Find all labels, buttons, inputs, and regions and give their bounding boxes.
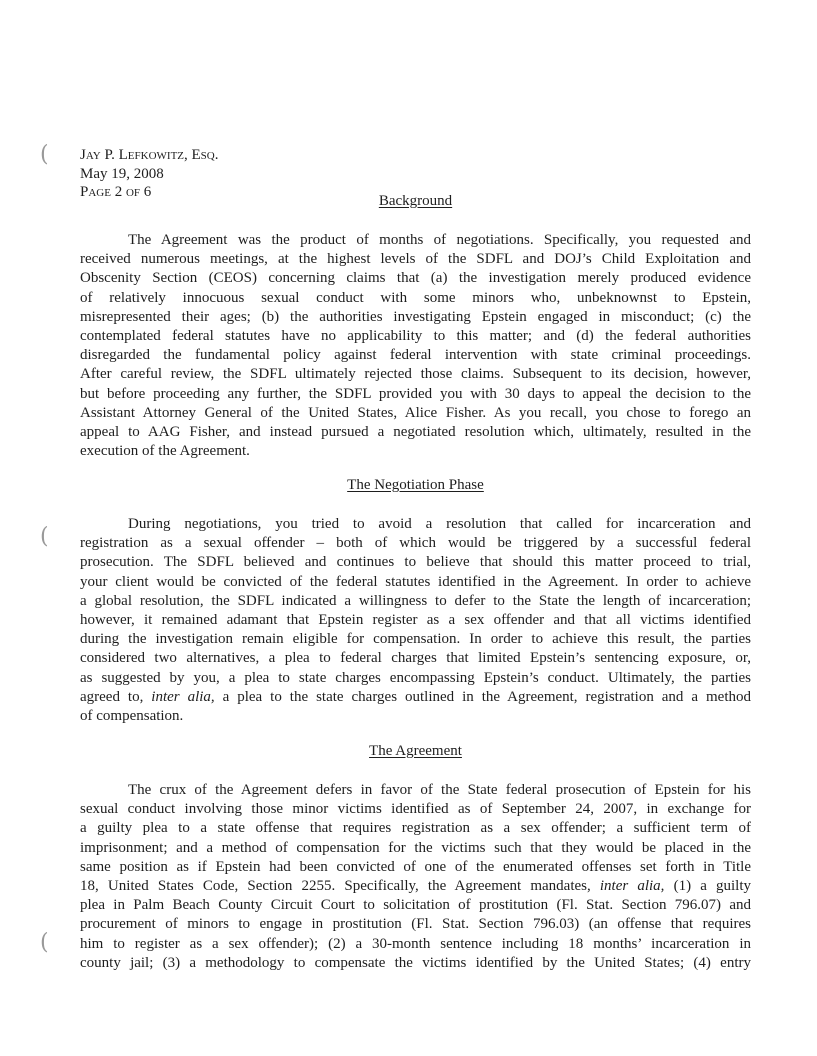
text-line: imprisonment; and a method of compensation for the victims such that they would be placed in the (80, 839, 751, 856)
scan-artifact: ( (40, 142, 49, 167)
text-line: however, it remained adamant that Epstein register as a sex offender and that all victims identified (80, 611, 751, 628)
text-line: appeal to AAG Fisher, and instead pursued a negotiated resolution which, ultimately, resulted in the (80, 423, 751, 440)
text-line: received numerous meetings, at the highest levels of the SDFL and DOJ’s Child Exploitation and (80, 251, 751, 268)
paragraph (80, 231, 751, 461)
paragraph (80, 515, 751, 726)
text-line: a guilty plea to a state offense that requires registration as a sex offender; a sufficient term of (80, 820, 751, 837)
recipient-name: Jay P. Lefkowitz, Esq. (80, 147, 219, 163)
scan-artifact: ( (40, 930, 49, 955)
text-line: execution of the Agreement. (80, 443, 250, 460)
text-line: county jail; (3) a methodology to compensate the victims identified by the United States; (4) entry (80, 954, 751, 971)
text-line: misrepresented their ages; (b) the authorities investigating Epstein engaged in misconduct; (c) the (80, 308, 751, 325)
letter-date: May 19, 2008 (80, 165, 164, 182)
text-line: of relatively innocuous sexual conduct with some minors who, unbeknownst to Epstein, (80, 289, 751, 306)
text-line: registration as a sexual offender – both of which would be triggered by a successful federal (80, 535, 751, 552)
text-line: plea in Palm Beach County Circuit Court to solicitation of prostitution (Fl. Stat. Section 796.07) and (80, 897, 751, 914)
section-agreement (80, 743, 751, 973)
text-line: The crux of the Agreement defers in favor of the State federal prosecution of Epstein for his (128, 782, 751, 798)
text-line: as suggested by you, a plea to state charges encompassing Epstein’s conduct. Ultimately, the parties (80, 669, 751, 686)
paragraph (80, 781, 751, 973)
text-line: same position as if Epstein had been convicted of one of the enumerated offenses set forth in Title (80, 858, 751, 875)
text-line: After careful review, the SDFL ultimately rejected those claims. Subsequent to its decision, however, (80, 366, 751, 383)
italic-phrase: inter alia, (599, 877, 665, 894)
text-line: of compensation. (80, 707, 184, 724)
text-line (80, 688, 751, 707)
text-line: him to register as a sex offender); (2) a 30-month sentence including 18 months’ incarceration in (80, 935, 751, 952)
text-segment: (1) a guilty (664, 877, 751, 894)
text-line: during the investigation remain eligible for compensation. In order to achieve this result, the parties (80, 631, 751, 648)
text-segment: agreed to, (80, 688, 152, 705)
text-line: During negotiations, you tried to avoid a resolution that called for incarceration and (128, 516, 751, 532)
section-heading: Background (378, 193, 453, 209)
text-line: considered two alternatives, a plea to federal charges that limited Epstein’s sentencing exposure, or, (80, 650, 751, 667)
text-line: a global resolution, the SDFL indicated a willingness to defer to the State the length of incarceration; (80, 592, 751, 609)
text-line: procurement of minors to engage in prostitution (Fl. Stat. Section 796.03) (an offense that requires (80, 916, 751, 933)
section-negotiation-phase (80, 477, 751, 726)
text-line: prosecution. The SDFL believed and continues to believe that should this matter proceed to trial, (80, 554, 751, 571)
text-line: disregarded the fundamental policy against federal intervention with state criminal proceedings. (80, 347, 751, 364)
text-line (80, 877, 751, 896)
text-line: your client would be convicted of the federal statutes identified in the Agreement. In order to achieve (80, 573, 751, 590)
text-segment: a plea to the state charges outlined in the Agreement, registration and a method (214, 688, 751, 705)
text-line: but before proceeding any further, the SDFL provided you with 30 days to appeal the decision to the (80, 385, 751, 402)
section-heading: The Negotiation Phase (347, 477, 484, 493)
section-heading: The Agreement (369, 743, 462, 759)
section-background (80, 193, 751, 461)
italic-phrase: inter alia, (151, 688, 215, 705)
text-segment: 18, United States Code, Section 2255. Specifically, the Agreement mandates, (80, 877, 600, 894)
text-line: Assistant Attorney General of the United States, Alice Fisher. As you recall, you chose to forego an (80, 404, 751, 421)
text-line: Obscenity Section (CEOS) concerning claims that (a) the investigation merely produced evidence (80, 270, 751, 287)
text-line: sexual conduct involving those minor victims identified as of September 24, 2007, in exchange for (80, 801, 751, 818)
page-number: Page 2 of 6 (80, 184, 152, 200)
text-line: contemplated federal statutes have no applicability to this matter; and (d) the federal authorities (80, 327, 751, 344)
scan-artifact: ( (40, 524, 49, 549)
text-line: The Agreement was the product of months of negotiations. Specifically, you requested and (128, 232, 751, 248)
